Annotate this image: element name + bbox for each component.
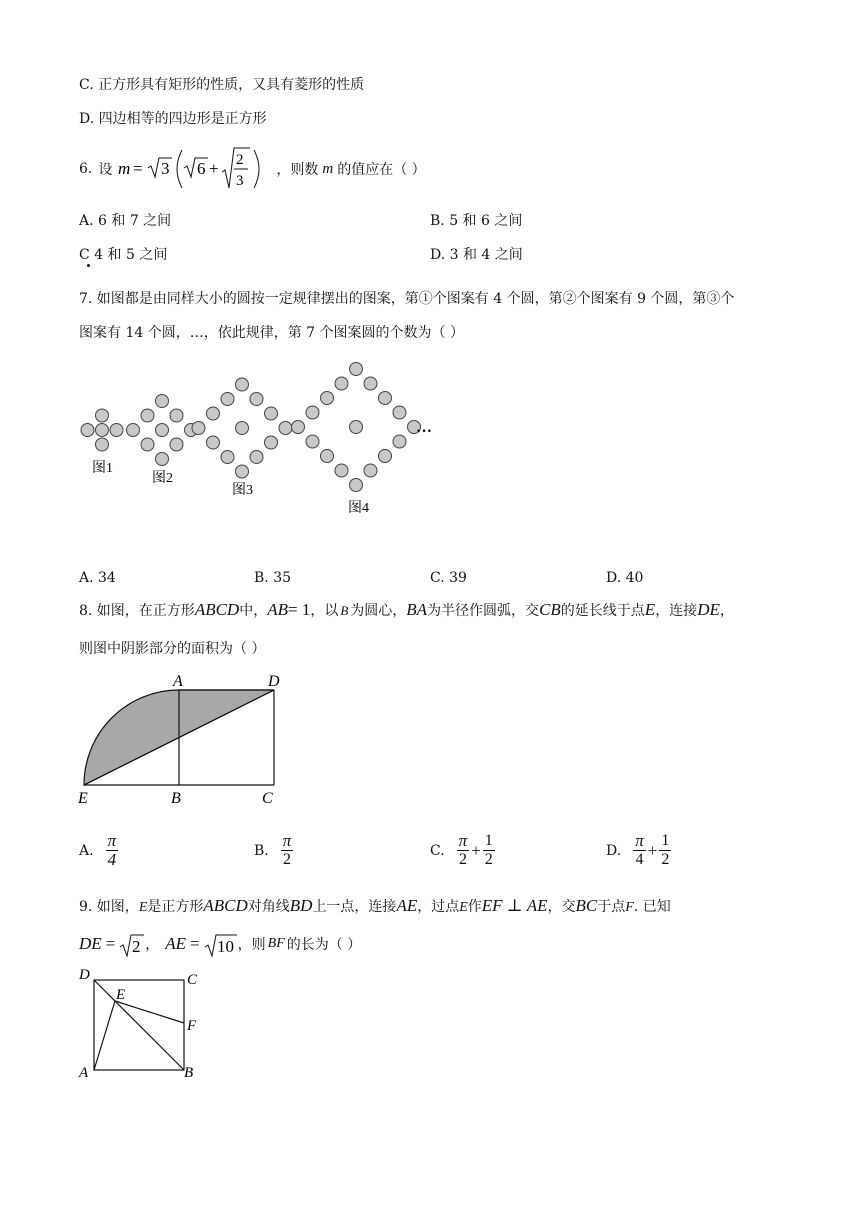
q9-label-c: C <box>187 972 198 988</box>
q8-label-c: C <box>262 790 273 807</box>
pattern-circle <box>96 424 109 437</box>
pattern-circle <box>279 422 292 435</box>
pattern-circle <box>156 424 169 437</box>
pattern-circle <box>236 422 249 435</box>
pattern-circle <box>265 407 278 420</box>
pattern-circle <box>170 438 183 451</box>
pattern-circle <box>236 465 249 478</box>
q6-plus: + <box>209 159 219 178</box>
q8-label-a: A <box>173 673 183 690</box>
q7-stem-line1: 7. 如图都是由同样大小的圆按一定规律摆出的图案，第①个图案有 4 个圆，第②个图案有 9 个圆，第③个 <box>79 291 735 307</box>
q6-sqrt6: 6 <box>197 159 206 178</box>
svg-text:2: 2 <box>132 937 141 956</box>
q9-stem-line2: DE = 2 ， AE = 10 ，则 BF 的长为（ ） <box>79 928 361 960</box>
pattern-circle <box>250 393 263 406</box>
q7-fig-label-2: 图2 <box>152 471 173 486</box>
q6-frac-den: 3 <box>236 173 244 189</box>
pattern-circle <box>141 409 154 422</box>
q6-number: 6. <box>79 161 93 177</box>
q8-option-a: A. $\frac{\pi}{4}$ <box>79 831 117 869</box>
q7-fig-label-1: 图1 <box>92 461 113 476</box>
q7-circle-patterns-figure <box>70 352 450 522</box>
pattern-circle <box>350 421 363 434</box>
q6-var-m2: m <box>322 160 334 177</box>
pattern-circle <box>141 438 154 451</box>
pattern-circle <box>192 422 205 435</box>
q6-eq: = <box>133 159 143 178</box>
pattern-circle <box>335 464 348 477</box>
pattern-circle <box>96 409 109 422</box>
q9-label-d: D <box>79 967 90 983</box>
q6-sqrt3: 3 <box>161 159 170 178</box>
pattern-circle <box>379 450 392 463</box>
q6-formula <box>114 144 274 194</box>
q6-stem-pre: 设 <box>98 162 113 178</box>
q9-sqrt10 <box>204 930 238 958</box>
q6-frac-num: 2 <box>236 152 244 168</box>
pattern-circle <box>156 453 169 466</box>
pattern-circle <box>250 451 263 464</box>
pattern-circle <box>265 436 278 449</box>
q6-option-c-dot <box>87 264 90 267</box>
pattern-circle <box>221 393 234 406</box>
pattern-circle <box>221 451 234 464</box>
q7-option-a: A. 34 <box>79 570 116 586</box>
q6-option-d: D. 3 和 4 之间 <box>430 247 523 263</box>
pattern-circle <box>321 450 334 463</box>
pattern-circle <box>207 407 220 420</box>
q7-option-d: D. 40 <box>606 570 644 586</box>
pattern-circle <box>350 479 363 492</box>
q6-stem-end: 的值应在（ ） <box>337 162 426 178</box>
pattern-circle <box>156 395 169 408</box>
pattern-circle <box>96 438 109 451</box>
pattern-circle <box>335 377 348 390</box>
svg-text:10: 10 <box>216 937 234 956</box>
pattern-circle <box>207 436 220 449</box>
q9-label-e: E <box>116 987 126 1003</box>
q8-label-d: D <box>268 673 280 690</box>
q7-fig-label-4: 图4 <box>348 501 369 516</box>
pattern-circle <box>292 421 305 434</box>
q9-square-diagonal-figure <box>74 964 214 1084</box>
q6-var-m: m <box>118 159 131 178</box>
q9-sqrt2 <box>119 930 145 958</box>
pattern-circle <box>306 406 319 419</box>
q9-label-a: A <box>79 1065 89 1081</box>
q7-stem-line2: 图案有 14 个圆，…，依此规律，第 7 个图案圆的个数为（ ） <box>79 325 464 341</box>
q6-option-b: B. 5 和 6 之间 <box>430 213 523 229</box>
q5-option-d: D. 四边相等的四边形是正方形 <box>79 111 267 127</box>
q7-fig-label-3: 图3 <box>232 483 253 498</box>
q8-label-b: B <box>171 790 181 807</box>
pattern-circle <box>364 464 377 477</box>
q7-ellipsis: … <box>416 419 432 436</box>
pattern-circle <box>127 424 140 437</box>
q6-option-a: A. 6 和 7 之间 <box>79 213 172 229</box>
pattern-circle <box>364 377 377 390</box>
q7-option-b: B. 35 <box>254 570 292 586</box>
q5-option-c: C. 正方形具有矩形的性质，又具有菱形的性质 <box>79 77 365 93</box>
pattern-circle <box>306 435 319 448</box>
q9-stem-line1: 9. 如图，E是正方形ABCD对角线BD上一点，连接AE，过点E作EF ⊥ AE，交BC于点F. 已知 <box>79 896 671 915</box>
pattern-circle <box>170 409 183 422</box>
pattern-circle <box>379 392 392 405</box>
pattern-circle <box>236 378 249 391</box>
pattern-circle <box>110 424 123 437</box>
q6-stem-post: ，则数 <box>276 162 319 178</box>
q9-label-b: B <box>184 1065 194 1081</box>
q9-label-f: F <box>187 1018 197 1034</box>
q7-option-c: C. 39 <box>430 570 467 586</box>
pattern-circle <box>81 424 94 437</box>
q8-option-c: C. $\frac{\pi}{2}$ + $\frac{1}{2}$ <box>430 831 493 868</box>
q8-square-arc-figure <box>74 670 294 810</box>
q8-option-b: B. $\frac{\pi}{2}$ <box>254 831 292 868</box>
pattern-circle <box>393 406 406 419</box>
q6-stem <box>79 144 426 194</box>
pattern-circle <box>350 363 363 376</box>
pattern-circle <box>393 435 406 448</box>
pattern-circle <box>321 392 334 405</box>
q8-option-d: D. $\frac{\pi}{4}$ + $\frac{1}{2}$ <box>606 831 670 868</box>
q8-stem-line2: 则图中阴影部分的面积为（ ） <box>79 641 266 657</box>
q6-option-c: C 4 和 5 之间 <box>79 247 168 263</box>
q8-stem-line1: 8. 如图，在正方形ABCD中，AB= 1，以 B 为圆心，BA为半径作圆弧，交CB的延长线于点E，连接DE， <box>79 600 734 619</box>
q8-label-e: E <box>78 790 88 807</box>
